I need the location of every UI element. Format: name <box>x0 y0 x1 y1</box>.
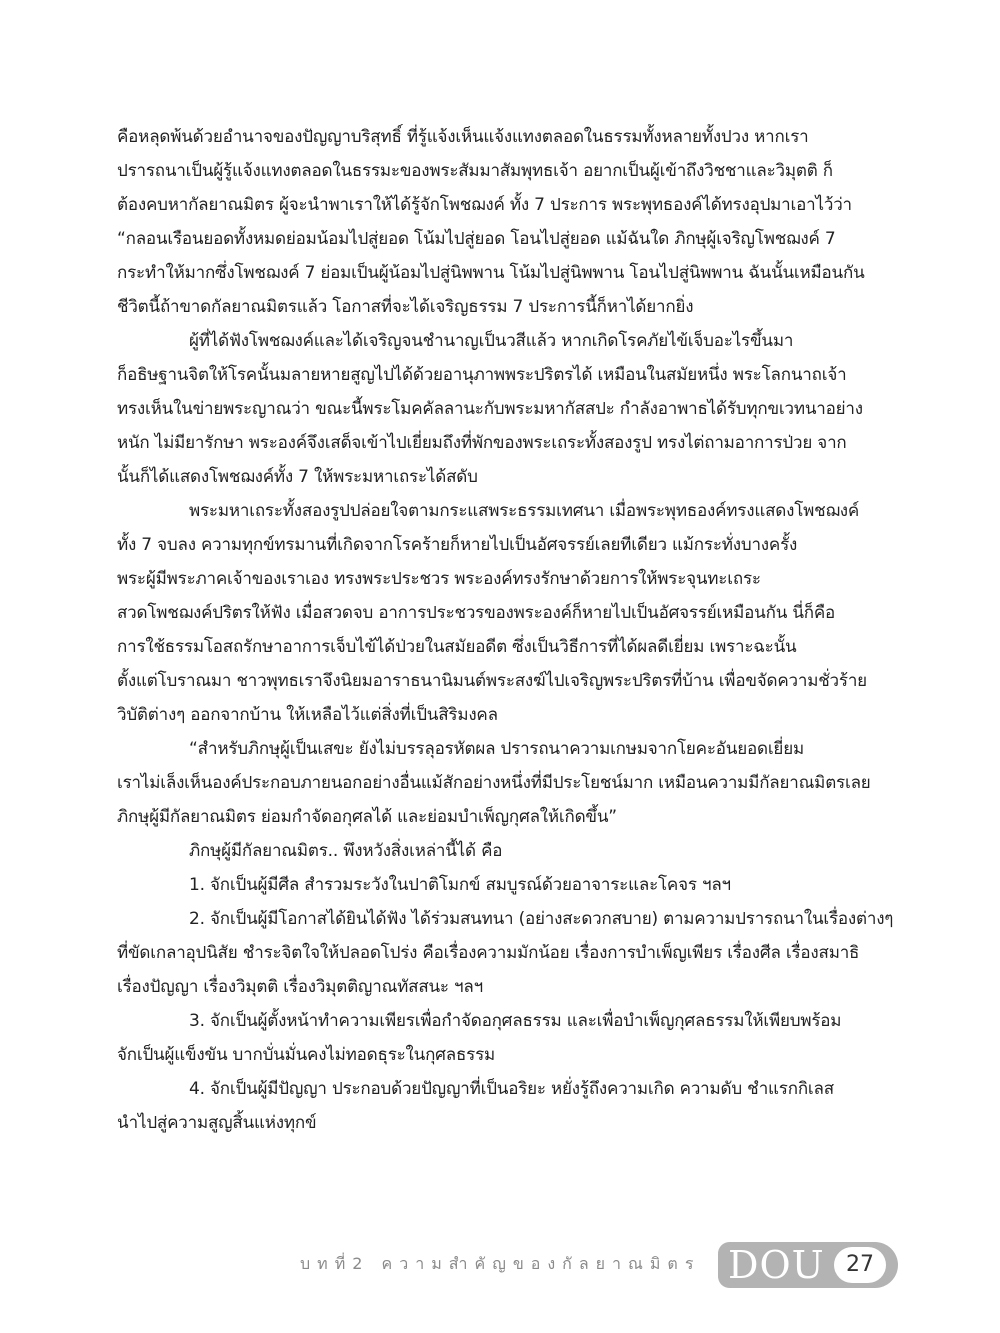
text-line-4: “กลอนเรือนยอดทั้งหมดย่อมน้อมไปสู่ยอด โน้มไปสู่ยอด โอนไปสู่ยอด แม้ฉันใด ภิกษุผู้เจริญโพชฌงค์ 7 <box>117 229 836 249</box>
text-line-23: 1. จักเป็นผู้มีศีล สำรวมระวังในปาติโมกข์ สมบูรณ์ด้วยอาจาระและโคจร ฯลฯ <box>189 875 731 895</box>
text-line-22: ภิกษุผู้มีกัลยาณมิตร.. พึงหวังสิ่งเหล่านี้ได้ คือ <box>189 841 503 861</box>
page-badge <box>718 1242 898 1288</box>
text-line-9: ทรงเห็นในข่ายพระญาณว่า ขณะนี้พระโมคคัลลานะกับพระมหากัสสปะ กำลังอาพาธได้รับทุกขเวทนาอย่าง <box>117 399 863 419</box>
text-line-5: กระทำให้มากซึ่งโพชฌงค์ 7 ย่อมเป็นผู้น้อมไปสู่นิพพาน โน้มไปสู่นิพพาน โอนไปสู่นิพพาน ฉันนั้นเหมือนกัน <box>117 263 865 283</box>
text-line-20: เราไม่เล็งเห็นองค์ประกอบภายนอกอย่างอื่นแม้สักอย่างหนึ่งที่มีประโยชน์มาก เหมือนความมีกัลยาณมิตรเลย <box>117 773 871 793</box>
text-line-3: ต้องคบหากัลยาณมิตร ผู้จะนำพาเราให้ได้รู้จักโพชฌงค์ ทั้ง 7 ประการ พระพุทธองค์ได้ทรงอุปมาเอาไว้ว่า <box>117 195 852 215</box>
text-line-1: คือหลุดพ้นด้วยอำนาจของปัญญาบริสุทธิ์ ที่รู้แจ้งเห็นแจ้งแทงตลอดในธรรมทั้งหลายทั้งปวง หากเรา <box>117 127 809 147</box>
text-line-19: “สำหรับภิกษุผู้เป็นเสขะ ยังไม่บรรลุอรหัตผล ปรารถนาความเกษมจากโยคะอันยอดเยี่ยม <box>189 739 804 759</box>
text-line-27: 3. จักเป็นผู้ตั้งหน้าทำความเพียรเพื่อกำจัดอกุศลธรรม และเพื่อบำเพ็ญกุศลธรรมให้เพียบพร้อม <box>189 1011 842 1031</box>
text-line-28: จักเป็นผู้แข็งขัน บากบั่นมั่นคงไม่ทอดธุระในกุศลธรรม <box>117 1045 496 1065</box>
page-footer <box>300 1240 898 1292</box>
text-line-8: ก็อธิษฐานจิตให้โรคนั้นมลายหายสูญไปได้ด้วยอานุภาพพระปริตรได้ เหมือนในสมัยหนึ่ง พระโลกนาถเจ้า <box>117 365 847 385</box>
chapter-title: บทที่2 ความสำคัญของกัลยาณมิตร <box>300 1254 701 1273</box>
text-line-14: พระผู้มีพระภาคเจ้าของเราเอง ทรงพระประชวร พระองค์ทรงรักษาด้วยการให้พระจุนทะเถระ <box>117 569 761 589</box>
dou-logo: DOU <box>728 1243 825 1287</box>
text-line-29: 4. จักเป็นผู้มีปัญญา ประกอบด้วยปัญญาที่เป็นอริยะ หยั่งรู้ถึงความเกิด ความดับ ชำแรกกิเลส <box>189 1079 834 1099</box>
text-line-15: สวดโพชฌงค์ปริตรให้ฟัง เมื่อสวดจบ อาการประชวรของพระองค์ก็หายไปเป็นอัศจรรย์เหมือนกัน นี่ก็คือ <box>117 603 836 623</box>
text-line-17: ตั้งแต่โบราณมา ชาวพุทธเราจึงนิยมอาราธนานิมนต์พระสงฆ์ไปเจริญพระปริตรที่บ้าน เพื่อขจัดความชั่วร้าย <box>117 671 867 691</box>
text-line-30: นำไปสู่ความสูญสิ้นแห่งทุกข์ <box>117 1113 317 1133</box>
text-line-21: ภิกษุผู้มีกัลยาณมิตร ย่อมกำจัดอกุศลได้ และย่อมบำเพ็ญกุศลให้เกิดขึ้น” <box>117 807 617 827</box>
text-line-12: พระมหาเถระทั้งสองรูปปล่อยใจตามกระแสพระธรรมเทศนา เมื่อพระพุทธองค์ทรงแสดงโพชฌงค์ <box>189 501 860 521</box>
text-line-7: ผู้ที่ได้ฟังโพชฌงค์และได้เจริญจนชำนาญเป็นวสีแล้ว หากเกิดโรคภัยไข้เจ็บอะไรขึ้นมา <box>189 331 794 351</box>
page-number: 27 <box>834 1247 886 1283</box>
text-line-25: ที่ขัดเกลาอุปนิสัย ชำระจิตใจให้ปลอดโปร่ง คือเรื่องความมักน้อย เรื่องการบำเพ็ญเพียร เรื่องศีล เรื่องสมาธิ <box>117 943 860 963</box>
text-line-6: ชีวิตนี้ถ้าขาดกัลยาณมิตรแล้ว โอกาสที่จะได้เจริญธรรม 7 ประการนี้ก็หาได้ยากยิ่ง <box>117 297 694 317</box>
text-line-24: 2. จักเป็นผู้มีโอกาสได้ยินได้ฟัง ได้ร่วมสนทนา (อย่างสะดวกสบาย) ตามความปรารถนาในเรื่องต่างๆ <box>189 909 894 929</box>
page-body <box>117 120 895 1140</box>
text-line-18: วิบัติต่างๆ ออกจากบ้าน ให้เหลือไว้แต่สิ่งที่เป็นสิริมงคล <box>117 705 498 725</box>
text-line-2: ปรารถนาเป็นผู้รู้แจ้งแทงตลอดในธรรมะของพระสัมมาสัมพุทธเจ้า อยากเป็นผู้เข้าถึงวิชชาและวิมุตติ ก็ <box>117 161 833 181</box>
text-line-16: การใช้ธรรมโอสถรักษาอาการเจ็บไข้ได้ป่วยในสมัยอดีต ซึ่งเป็นวิธีการที่ได้ผลดีเยี่ยม เพราะฉะนั้น <box>117 637 797 657</box>
text-line-10: หนัก ไม่มียารักษา พระองค์จึงเสด็จเข้าไปเยี่ยมถึงที่พักของพระเถระทั้งสองรูป ทรงไต่ถามอาการป่วย จาก <box>117 433 847 453</box>
text-line-26: เรื่องปัญญา เรื่องวิมุตติ เรื่องวิมุตติญาณทัสสนะ ฯลฯ <box>117 977 483 997</box>
text-line-13: ทั้ง 7 จบลง ความทุกข์ทรมานที่เกิดจากโรคร้ายก็หายไปเป็นอัศจรรย์เลยทีเดียว แม้กระทั่งบางครั้ง <box>117 535 798 555</box>
text-line-11: นั้นก็ได้แสดงโพชฌงค์ทั้ง 7 ให้พระมหาเถระได้สดับ <box>117 467 478 487</box>
